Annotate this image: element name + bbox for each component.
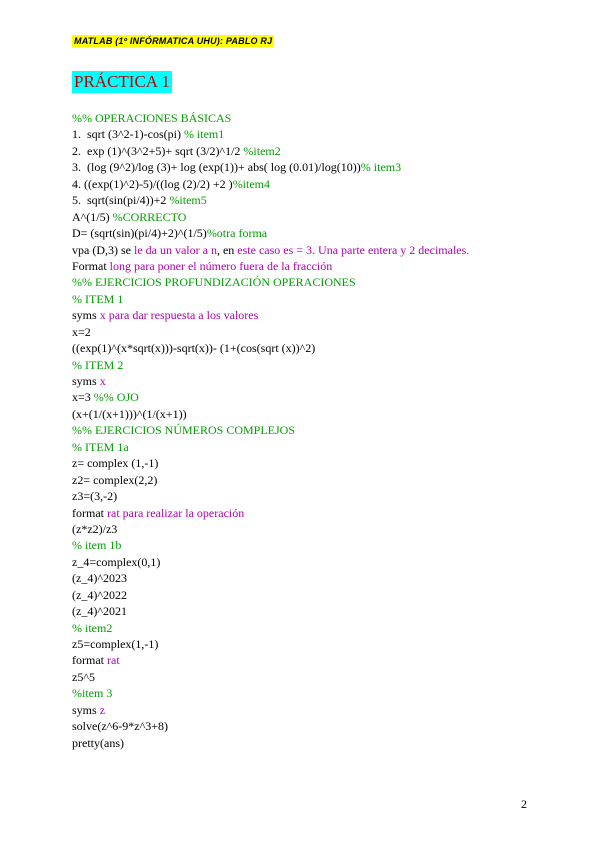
code-comment: %% EJERCICIOS PROFUNDIZACIÓN OPERACIONES [72, 275, 356, 290]
code-comment: %% EJERCICIOS NÚMEROS COMPLEJOS [72, 423, 296, 438]
code-line [72, 340, 469, 356]
code-line [72, 603, 469, 619]
code-text: z3=(3,-2) [72, 489, 118, 504]
code-text: x=3 [72, 390, 94, 405]
code-line [72, 422, 469, 438]
code-text: ((exp(1)^(x*sqrt(x)))-sqrt(x))- (1+(cos(sqrt (x))^2) [72, 341, 316, 356]
code-comment: %otra forma [206, 226, 268, 241]
code-line [72, 488, 469, 504]
code-line [72, 274, 469, 290]
code-comment: % ITEM 1a [72, 439, 129, 454]
code-comment: %item2 [243, 143, 281, 158]
code-text: syms [72, 702, 100, 717]
code-text: z= complex (1,-1) [72, 456, 159, 471]
code-line [72, 324, 469, 340]
code-comment: %item4 [232, 176, 271, 191]
code-comment: % ITEM 1 [72, 291, 124, 306]
code-text: z_4=complex(0,1) [72, 554, 161, 569]
code-string: x para dar respuesta a los valores [99, 308, 259, 323]
code-text: syms [72, 374, 100, 388]
code-text: (z_4)^2022 [72, 587, 127, 602]
code-comment: %% OJO [93, 390, 139, 405]
code-text: x=2 [72, 324, 91, 339]
code-text: 1. sqrt (3^2-1)-cos(pi) [72, 127, 184, 142]
matlab-code-block [72, 110, 469, 751]
code-text: format [72, 653, 107, 668]
code-line [72, 702, 469, 718]
code-text: z5^5 [72, 669, 95, 684]
code-string: x [99, 374, 106, 388]
section-title: PRÁCTICA 1 [74, 72, 170, 91]
code-line [72, 159, 469, 175]
code-line [72, 521, 469, 537]
code-line [72, 357, 469, 373]
code-string: z [99, 702, 106, 717]
code-line [72, 143, 469, 159]
code-text: solve(z^6-9*z^3+8) [72, 719, 168, 734]
code-string: le da un valor a n [133, 242, 217, 257]
code-line [72, 718, 469, 734]
code-line [72, 176, 469, 192]
code-comment: % item1 [183, 127, 225, 142]
code-text: vpa (D,3) se [72, 242, 134, 257]
code-comment: % ITEM 2 [72, 357, 124, 372]
code-text: (z_4)^2023 [72, 571, 127, 586]
code-text: Format [72, 258, 110, 273]
code-text: z2= complex(2,2) [72, 472, 158, 487]
code-line [72, 587, 469, 603]
code-text: 3. (log (9^2)/log (3)+ log (exp(1))+ abs( log (0.01)/log(10)) [72, 160, 361, 175]
code-text: A^(1/5) [72, 209, 113, 224]
code-line [72, 225, 469, 241]
code-line [72, 537, 469, 553]
code-line [72, 126, 469, 142]
code-comment: %item 3 [72, 686, 113, 701]
page-header: MATLAB (1º INFÓRMATICA UHU): PABLO RJ [74, 36, 273, 46]
code-string: este caso es = 3. Una parte entera y 2 decimales. [237, 242, 470, 257]
page-number: 2 [521, 797, 527, 811]
code-line [72, 505, 469, 521]
code-text: 5. sqrt(sin(pi/4))+2 [72, 193, 170, 208]
code-string: rat [107, 653, 120, 668]
code-comment: %% OPERACIONES BÁSICAS [72, 111, 232, 125]
code-text: 4. ((exp(1)^2)-5)/((log (2)/2) +2 ) [72, 176, 233, 191]
code-line [72, 192, 469, 208]
code-line [72, 406, 469, 422]
code-line [72, 669, 469, 685]
code-line [72, 652, 469, 668]
code-line [72, 389, 469, 405]
code-comment: % item3 [360, 160, 402, 175]
code-text: 2. exp (1)^(3^2+5)+ sqrt (3/2)^1/2 [72, 143, 244, 158]
code-comment: %item5 [169, 193, 207, 208]
code-text: (x+(1/(x+1)))^(1/(x+1)) [72, 406, 187, 421]
code-line [72, 455, 469, 471]
code-line [72, 472, 469, 488]
code-line [72, 307, 469, 323]
code-line [72, 209, 469, 225]
code-text: pretty(ans) [72, 735, 124, 750]
code-line [72, 620, 469, 636]
code-text: D= (sqrt(sin)(pi/4)+2)^(1/5) [72, 226, 207, 241]
code-comment: % item 1b [72, 538, 122, 553]
code-comment: % item2 [72, 620, 113, 635]
code-line [72, 291, 469, 307]
code-string: rat para realizar la operación [107, 505, 245, 520]
code-text: z5=complex(1,-1) [72, 637, 159, 651]
code-line [72, 636, 469, 652]
code-line [72, 554, 469, 570]
code-line [72, 242, 469, 258]
code-text: (z*z2)/z3 [72, 521, 118, 536]
code-line [72, 258, 469, 274]
code-line [72, 110, 469, 126]
code-line [72, 685, 469, 701]
code-comment: %CORRECTO [112, 209, 187, 224]
code-line [72, 570, 469, 586]
code-text: format [72, 505, 107, 520]
code-text: syms [72, 308, 100, 323]
code-line [72, 735, 469, 751]
code-text: (z_4)^2021 [72, 604, 127, 619]
code-line [72, 373, 469, 389]
code-line [72, 439, 469, 455]
code-text: , en [216, 242, 238, 257]
code-string: long para poner el número fuera de la fracción [109, 258, 333, 273]
